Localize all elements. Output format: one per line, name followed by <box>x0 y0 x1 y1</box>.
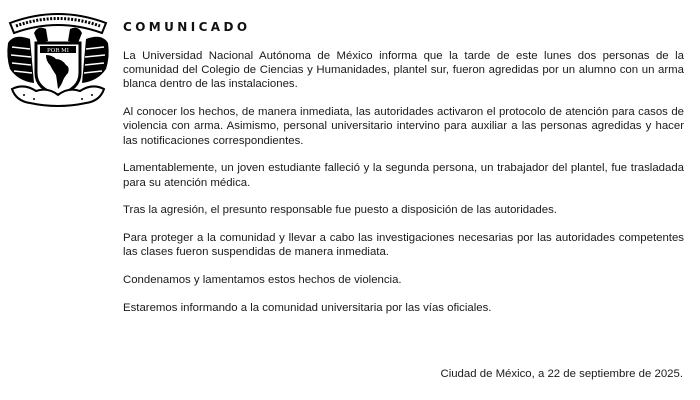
svg-text:POR MI: POR MI <box>47 48 69 54</box>
communique-body <box>123 20 684 315</box>
paragraph-protocol: Al conocer los hechos, de manera inmediata, las autoridades activaron el protocolo de atención para casos de violencia con arma. Asimismo, personal universitario intervino para auxiliar a las personas agredidas y hacer las notificaciones correspondientes. <box>123 106 684 147</box>
paragraph-official-channels: Estaremos informando a la comunidad universitaria por las vías oficiales. <box>123 302 492 314</box>
paragraph-condemnation: Condenamos y lamentamos estos hechos de violencia. <box>123 274 402 287</box>
paragraph-classes-suspended: Para proteger a la comunidad y llevar a cabo las investigaciones necesarias por las autoridades competentes las clases fueron suspendidas de manera inmediata. <box>123 232 684 259</box>
paragraph-suspect: Tras la agresión, el presunto responsable fue puesto a disposición de las autoridades. <box>123 204 557 217</box>
document-title: COMUNICADO <box>123 20 251 34</box>
date-line: Ciudad de México, a 22 de septiembre de 2025. <box>440 368 683 380</box>
paragraph-incident: La Universidad Nacional Autónoma de México informa que la tarde de este lunes dos personas de la comunidad del Colegio de Ciencias y Humanidades, plantel sur, fueron agredidas por un alumno con un arma blanca dentro de las instalaciones. <box>123 50 684 91</box>
unam-seal-icon <box>4 3 112 111</box>
paragraph-victims: Lamentablemente, un joven estudiante falleció y la segunda persona, un trabajador del plantel, fue trasladada para su atención médica. <box>123 162 684 189</box>
